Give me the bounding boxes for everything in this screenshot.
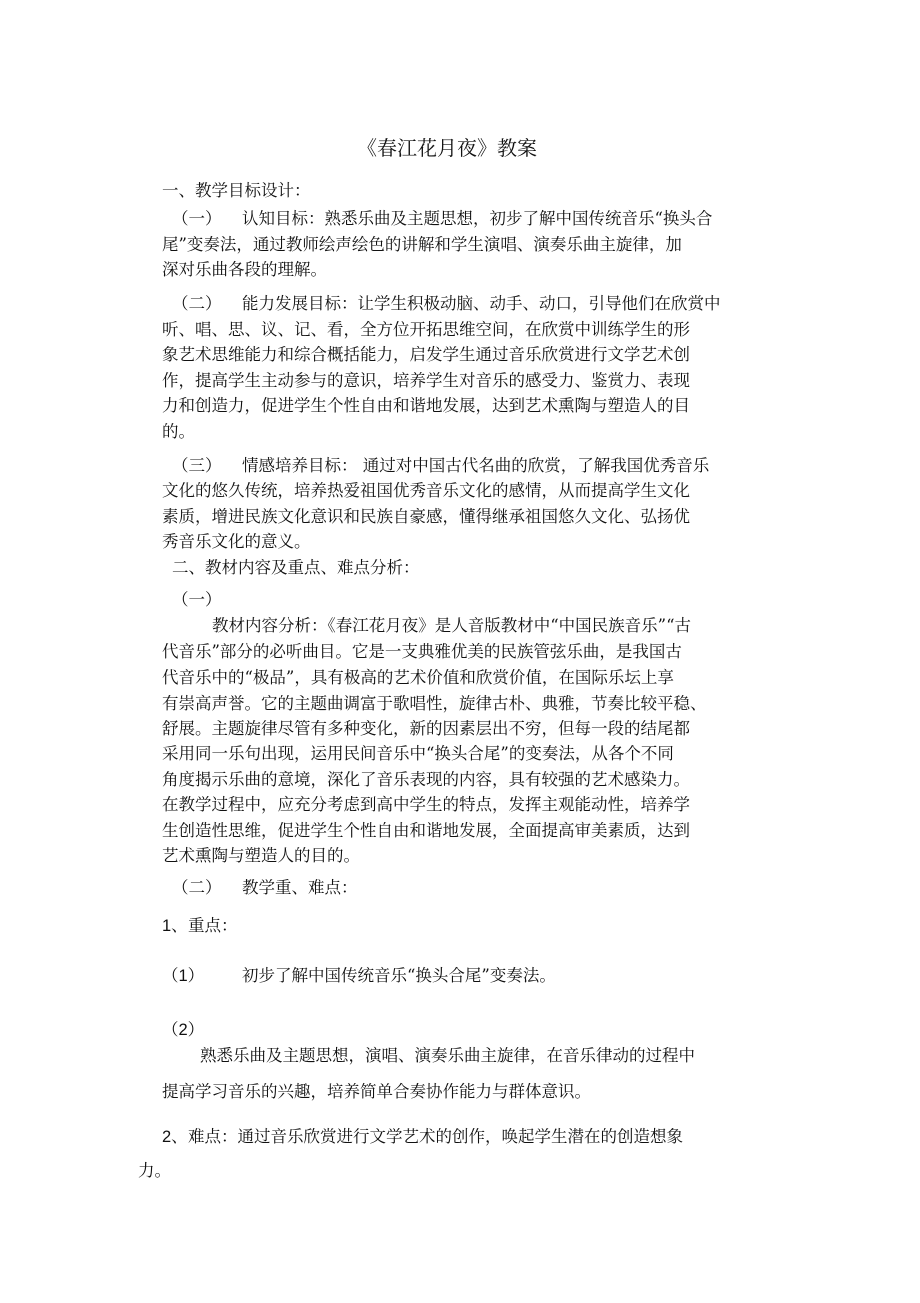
part1-line: 代音乐”部分的必听曲目。它是一支典雅优美的民族管弦乐曲，是我国古 — [162, 642, 682, 661]
goal3-marker: （三） — [172, 456, 222, 475]
key-item2-line: 熟悉乐曲及主题思想，演唱、演奏乐曲主旋律，在音乐律动的过程中 — [200, 1046, 695, 1065]
key-item1-marker: （1） — [162, 967, 205, 985]
goal1-line: 认知目标：熟悉乐曲及主题思想，初步了解中国传统音乐“换头合 — [242, 209, 713, 228]
section2-heading: 二、教材内容及重点、难点分析： — [172, 558, 420, 577]
difficulty-line: 力。 — [138, 1161, 171, 1180]
part1-line: 教材内容分析：《春江花月夜》是人音版教材中“中国民族音乐”“古 — [212, 616, 692, 635]
key-item2-marker: （2） — [162, 1021, 205, 1039]
difficulty-marker: 2、 — [162, 1128, 188, 1146]
goal3-line: 文化的悠久传统，培养热爱祖国优秀音乐文化的感情，从而提高学生文化 — [162, 481, 690, 500]
key-item2-line: 提高学习音乐的兴趣，培养简单合奏协作能力与群体意识。 — [162, 1082, 591, 1101]
part1-line: 角度揭示乐曲的意境，深化了音乐表现的内容，具有较强的艺术感染力。 — [162, 770, 690, 789]
part1-line: 艺术熏陶与塑造人的目的。 — [162, 846, 360, 865]
part2-marker: （二） — [172, 878, 222, 897]
part1-line: 舒展。主题旋律尽管有多种变化，新的因素层出不穷，但每一段的结尾都 — [162, 719, 690, 738]
goal2-line: 听、唱、思、议、记、看，全方位开拓思维空间，在欣赏中训练学生的形 — [162, 320, 690, 339]
goal2-line: 的。 — [162, 422, 195, 441]
goal2-line: 象艺术思维能力和综合概括能力，启发学生通过音乐欣赏进行文学艺术创 — [162, 345, 690, 364]
goal1-line: 尾”变奏法，通过教师绘声绘色的讲解和学生演唱、演奏乐曲主旋律，加 — [162, 235, 682, 254]
goal2-line: 力和创造力，促进学生个性自由和谐地发展，达到艺术熏陶与塑造人的目 — [162, 396, 690, 415]
goal3-line: 秀音乐文化的意义。 — [162, 532, 311, 551]
goal3-line: 情感培养目标： 通过对中国古代名曲的欣赏，了解我国优秀音乐 — [242, 456, 710, 475]
part1-line: 在教学过程中，应充分考虑到高中学生的特点，发挥主观能动性，培养学 — [162, 795, 690, 814]
goal2-line: 能力发展目标：让学生积极动脑、动手、动口，引导他们在欣赏中 — [242, 294, 721, 313]
part1-line: 生创造性思维，促进学生个性自由和谐地发展，全面提高审美素质，达到 — [162, 821, 690, 840]
part1-line: 采用同一乐句出现，运用民间音乐中“换头合尾”的变奏法，从各个不同 — [162, 744, 674, 763]
part1-line: 有崇高声誉。它的主题曲调富于歌唱性，旋律古朴、典雅，节奏比较平稳、 — [162, 694, 707, 713]
goal2-marker: （二） — [172, 294, 222, 313]
difficulty-line: 难点：通过音乐欣赏进行文学艺术的创作，唤起学生潜在的创造想象 — [188, 1127, 683, 1146]
section1-heading: 一、教学目标设计： — [162, 181, 311, 200]
page-title: 《春江花月夜》教案 — [357, 136, 537, 160]
goal1-line: 深对乐曲各段的理解。 — [162, 260, 327, 279]
key-label: 重点： — [188, 916, 238, 935]
part1-line: 代音乐中的“极品”，具有极高的艺术价值和欣赏价值，在国际乐坛上享 — [162, 668, 674, 687]
goal1-marker: （一） — [172, 209, 222, 228]
key-marker: 1、 — [162, 917, 188, 935]
key-item1-text: 初步了解中国传统音乐“换头合尾”变奏法。 — [242, 966, 556, 985]
part1-marker: （一） — [172, 590, 222, 609]
goal2-line: 作，提高学生主动参与的意识，培养学生对音乐的感受力、鉴赏力、表现 — [162, 371, 690, 390]
goal3-line: 素质，增进民族文化意识和民族自豪感，懂得继承祖国悠久文化、弘扬优 — [162, 507, 690, 526]
part2-text: 教学重、难点： — [242, 878, 358, 897]
